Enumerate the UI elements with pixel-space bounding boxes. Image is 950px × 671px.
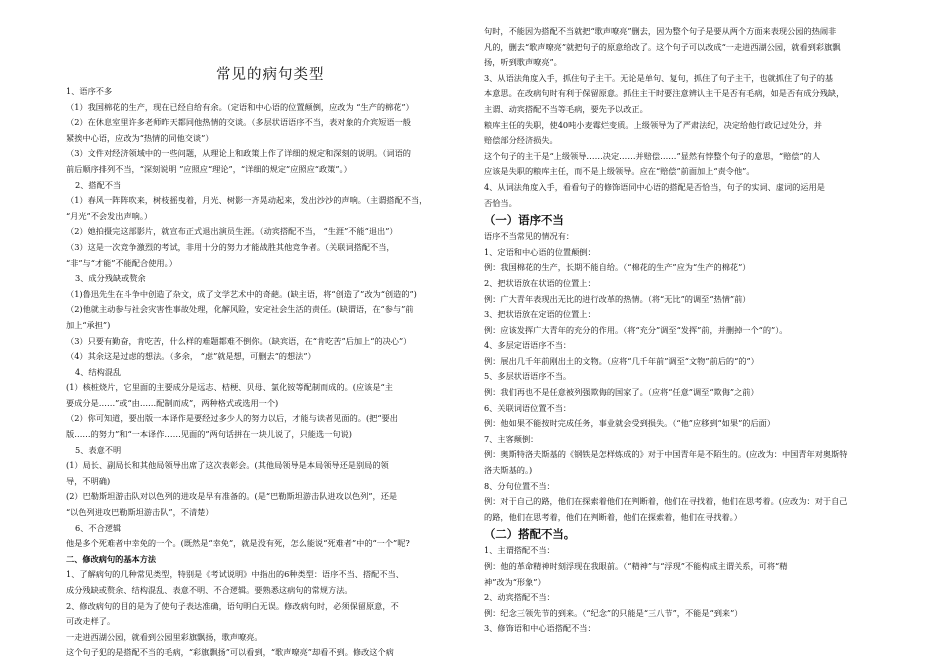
- text-line: 洛夫斯基的。): [484, 465, 533, 476]
- text-line: （1）春风一阵阵吹来，树枝摇曳着，月光、树影一齐晃动起来，发出沙沙的声响。（主谓搭配不当，: [66, 195, 428, 206]
- text-line: 例：展出几千年前刚出土的文物。（应将“几千年前”调至“文物”前后的“的”）: [484, 355, 759, 366]
- text-line: 例：应该发挥广大青年的充分的作用。（将“充分”调至“发挥”前，并删掉一个“的”）。: [484, 324, 788, 335]
- text-line: 1、语序不多: [66, 86, 113, 96]
- section-heading: （一）语序不当: [484, 213, 564, 228]
- section-heading: 二、修改病句的基本方法: [66, 553, 157, 564]
- text-line: 主谓、动宾搭配不当等毛病，要先予以改正。: [484, 103, 648, 114]
- text-line: 7、主客颠倒：: [484, 433, 539, 444]
- text-line: 要成分是……”或“由……配制而成”，两种格式或选用一个): [66, 397, 279, 408]
- text-line: 前后顺序排列不当，“深刻说明 ”应照应“理论”，“详细的规定”应照应“政策”。）: [66, 163, 352, 174]
- text-line: （3）这是一次竞争激烈的考试，非用十分的努力才能战胜其他竞争者。（关联词搭配不当，: [66, 241, 395, 252]
- text-line: 4、从词法角度入手，看看句子的修饰语同中心语的搭配是否恰当，句子的实词、虚词的运用是: [484, 181, 825, 192]
- text-line: 6、不合逻辑: [75, 522, 122, 533]
- text-line: 扬，听到歌声嘹亮”。: [484, 57, 562, 68]
- text-line: 2、动宾搭配不当：: [484, 592, 555, 603]
- text-line: 3、修饰语和中心语搭配不当：: [484, 623, 596, 634]
- text-line: 8、分句位置不当：: [484, 480, 555, 491]
- text-line: 例：广大青年表现出无比的进行改革的热情。（将“无比”的调至“热情”前）: [484, 293, 751, 304]
- text-line: （1）我国棉花的生产，现在已经自给有余。（定语和中心语的位置颠倒，应改为 “生产的棉花”）: [66, 101, 414, 112]
- text-line: 的路，他们在思考着，他们在判断着，他们在探索着，他们在寻找着。）: [484, 511, 742, 522]
- text-line: 一走进西湖公园，就看到公园里彩旗飘扬，歌声嘹亮。: [66, 631, 263, 642]
- text-line: 1、主谓搭配不当：: [484, 545, 555, 556]
- right-column-text: [484, 24, 908, 637]
- text-line: （2）你可知道，要出版一本译作是要经过多少人的努力以后，才能与读者见面的。(把“要出: [66, 413, 398, 424]
- text-line: （3）文件对经济领域中的一些问题，从理论上和政策上作了详细的规定和深刻的说明。（词语的: [66, 148, 411, 159]
- text-line: 例：他如果不能按时完成任务，事业就会受到损失。（“他”应移到“如果”的后面）: [484, 418, 776, 429]
- text-line: （2）在休息室里许多老师昨天都同他热情的交谈。（多层状语语序不当，表对象的介宾短语一般: [66, 117, 411, 128]
- text-line: 赔偿部分经济损失。: [484, 135, 558, 146]
- text-line: “非”与“才能”不能配合使用。）: [66, 257, 177, 268]
- text-line: 6、关联词语位置不当：: [484, 402, 572, 413]
- text-line: 例：我们再也不是任意被列强欺侮的国家了。（应将“任意”调至“欺侮”之前）: [484, 387, 759, 398]
- text-line: 例：奥斯特洛夫斯基的《钢铁是怎样炼成的》对于中国青年是不陌生的。(应改为：中国青年对奥斯特: [484, 449, 848, 460]
- text-line: 5、多层状语语序不当。: [484, 371, 572, 382]
- text-line: 1、定语和中心语的位置颠倒：: [484, 246, 596, 257]
- text-line: 紧挨中心语，应改为“热情的同他交谈”）: [66, 132, 214, 143]
- text-line: 1、了解病句的几种常见类型，特别是《考试说明》中指出的6种类型：语序不当、搭配不当、: [66, 569, 404, 580]
- text-line: 版……的努力”和“一本译作……见面的”两句话拼在一块儿说了，只能选一句说): [66, 429, 352, 440]
- text-line: （2)他就主动参与社会灾害性事故处理，化解风险，安定社会生活的责任。(缺谓语，在“参与”前: [66, 304, 414, 315]
- text-line: 4、结构混乱: [75, 366, 122, 377]
- text-line: 例：对于自己的路，他们在探索着他们在判断着，他们在寻找着，他们在思考着。(应改为：对于自己: [484, 496, 848, 507]
- text-line: 导，不明确): [66, 475, 111, 486]
- text-line: 加上“承担”): [66, 319, 111, 330]
- document-title: 常见的病句类型: [216, 67, 325, 83]
- text-line: 这个句子的主干是“上级领导……决定……并赔偿……”显然有悖整个句子的意思，“赔偿”的人: [484, 150, 821, 161]
- section-heading: （二）搭配不当。: [484, 527, 576, 542]
- text-line: 4、多层定语语序不当：: [484, 340, 572, 351]
- text-line: 粮库主任的失职，使40吨小麦霉烂变质。上级领导为了严肃法纪，决定给他行政记过处分，并: [484, 119, 822, 130]
- text-line: “月光”不会发出声响。）: [66, 210, 153, 221]
- text-line: 3、成分残缺或赘余: [75, 273, 146, 284]
- text-line: 否恰当。: [484, 197, 517, 208]
- text-line: （2）她拍摄完这部影片，就宣布正式退出演员生涯。（动宾搭配不当， “生涯”不能“退出”）: [66, 226, 398, 237]
- text-line: (1）核桩烧片，它里面的主要成分是远志、桔梗、贝母、氯化铵等配制而成的。(应该是“主: [66, 382, 393, 393]
- text-line: 成分残缺或赘余、结构混乱、表意不明、不合逻辑。要熟悉这病句的常规方法。: [66, 585, 353, 595]
- text-line: 例：纪念三领先节的到来。（“纪念”的只能是“三八节”，不能是“到来”）: [484, 607, 743, 618]
- left-column-text: [66, 84, 474, 661]
- text-line: （1)鲁迅先生在斗争中创造了杂文，成了文学艺术中的奇葩。(缺主语，将“创造了”改为“创造的”): [66, 288, 417, 299]
- text-line: 应该是失职的粮库主任，而不是上级领导。应在“赔偿”前面加上“责令他”。: [484, 166, 755, 177]
- text-line: (1）局长、副局长和其他局领导出席了这次表彰会。(其他局领导是本局领导还是别局的领: [66, 460, 389, 471]
- text-line: 2、把状语放在状语的位置上：: [484, 277, 596, 288]
- text-line: 2、修改病句的目的是为了使句子表达准确，语句明白无误。修改病句时，必须保留原意，不: [66, 600, 399, 611]
- text-line: 本意思。在改病句时有利于保留原意。抓住主干时要注意辨认主干是否有毛病，如是否有成分残缺，: [484, 88, 845, 99]
- text-line: 2、搭配不当: [75, 179, 122, 190]
- text-line: 语序不当常见的情况有：: [484, 231, 575, 242]
- text-line: 3、把状语放在定语的位置上：: [484, 309, 596, 320]
- text-line: 5、表意不明: [75, 444, 122, 455]
- text-line: 他是多个死难者中幸免的一个。(既然是“幸免”，就是没有死，怎么能说“死难者”中的“一个”呢?: [66, 538, 410, 549]
- text-line: 可改走样了。: [66, 616, 116, 627]
- text-line: 例：我国棉花的生产，长期不能自给。（“棉花的生产”应为“生产的棉花”）: [484, 262, 751, 273]
- text-line: 凡的，删去“歌声嘹亮”就把句子的原意给改了。这个句子可以改成“一走进西湖公园，就看到彩旗飘: [484, 41, 841, 52]
- text-line: “以色列进攻巴勒斯坦游击队”，不清楚）: [66, 507, 214, 518]
- text-line: 这个句子犯的是搭配不当的毛病，“彩旗飘扬”可以看到，“歌声嘹亮”却看不到。修改这个病: [66, 647, 394, 658]
- text-line: 神”改为“形象”）: [484, 576, 546, 587]
- text-line: 句时，不能因为搭配不当就把“歌声嘹亮”删去，因为整个句子是要从两个方面来表现公园的热闹非: [484, 26, 837, 36]
- text-line: （4）其余这是过虑的想法。（多余， “虑”就是想，可删去“的想法”）: [66, 351, 316, 362]
- text-line: (2）巴勒斯坦游击队对以色列的进攻是早有准备的。(是“巴勒斯坦游击队进攻以色列”，还是: [66, 491, 398, 502]
- text-line: （3）只要有勤奋，肯吃苦，什么样的难题都难不倒你。（缺宾语，在“肯吃苦”后加上“的决心”）: [66, 335, 412, 346]
- text-line: 3、从语法角度入手，抓住句子主干。无论是单句、复句，抓住了句子主干，也就抓住了句子的基: [484, 72, 834, 83]
- text-line: 例：他的革命精神时刻浮现在我眼前。（“精神”与“浮现”不能构成主谓关系，可将“精: [484, 561, 788, 571]
